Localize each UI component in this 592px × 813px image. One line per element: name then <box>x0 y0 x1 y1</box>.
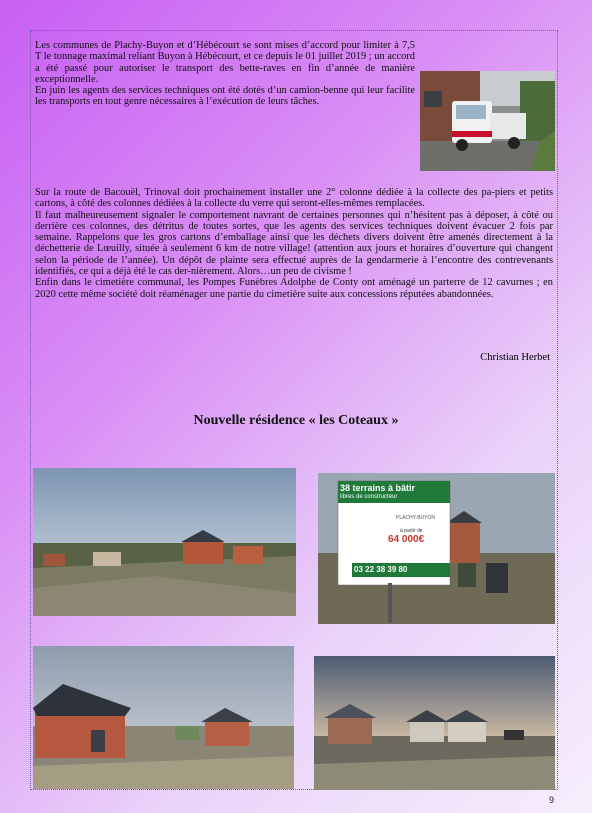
waste-text <box>35 187 553 300</box>
sign-sub: libres de constructeur <box>340 494 398 500</box>
sign-price: 64 000€ <box>388 534 425 545</box>
section-title: Nouvelle résidence « les Coteaux » <box>193 413 399 428</box>
construction-photo <box>33 646 294 789</box>
cimetiere-paragraph: Enfin dans le cimetière communal, les Pompes Funèbres Adolphe de Conty ont aménagé un parterre de 12 cavurnes ; en 2020 cette même société doit réaménager une partie du cimetière suite aux concessions réputées abandonnées. <box>35 277 553 300</box>
trinoval-paragraph: Sur la route de Bacouël, Trinoval doit prochainement installer une 2° colonne dédiée à la collecte des pa-piers et petits cartons, à côté des colonnes dédiées à la collecte du verre qui seront-elles-mêmes remplacées. <box>35 187 553 210</box>
sign-town: PLACHY-BUYON <box>396 515 435 521</box>
sign-price-label: à partir de <box>400 528 423 534</box>
civisme-paragraph: Il faut malheureusement signaler le comportement navrant de certaines personnes qui n’hésitent pas à déposer, à côté ou derrière ces colonnes, des détritus de toutes sortes, que les agents des services techniques doivent évacuer 2 fois par semaine. Rappelons que les gros cartons d’emballage ainsi que les déchets divers doivent être amenés directement à la déchetterie de Lœuilly, située à seulement 6 km de notre village! (attention aux jours et horaires d’ouverture qui changent selon la période de l’année). Un dépôt de plainte sera effectué auprès de la gendarmerie à l’encontre des contrevenants identifiés, ce qui a déjà été le cas der-nièrement. Alors…un peu de civisme ! <box>35 209 553 278</box>
tonnage-paragraph: Les communes de Plachy-Buyon et d’Hébécourt se sont mises d’accord pour limiter à 7,5 T le tonnage maximal reliant Buyon à Hébécourt, et ce depuis le 01 juillet 2019 ; un accord a été passé pour autoriser le transport des bette-raves en fin d’année de manière exceptionnelle. <box>35 40 415 85</box>
street-photo <box>314 656 555 790</box>
sign-phone: 03 22 38 39 80 <box>354 565 408 574</box>
truck-photo <box>420 71 555 171</box>
sign-photo <box>318 473 555 624</box>
houses-photo <box>33 468 296 616</box>
page-number: 9 <box>548 795 554 805</box>
truck-paragraph: En juin les agents des services techniques ont été dotés d’un camion-benne qui leur facilite les transports en tout genre nécessaires à l’exécution de leurs tâches. <box>35 85 415 108</box>
intro-text <box>35 40 415 108</box>
sign-headline: 38 terrains à bâtir <box>340 483 416 493</box>
signature: Christian Herbet <box>480 352 550 363</box>
